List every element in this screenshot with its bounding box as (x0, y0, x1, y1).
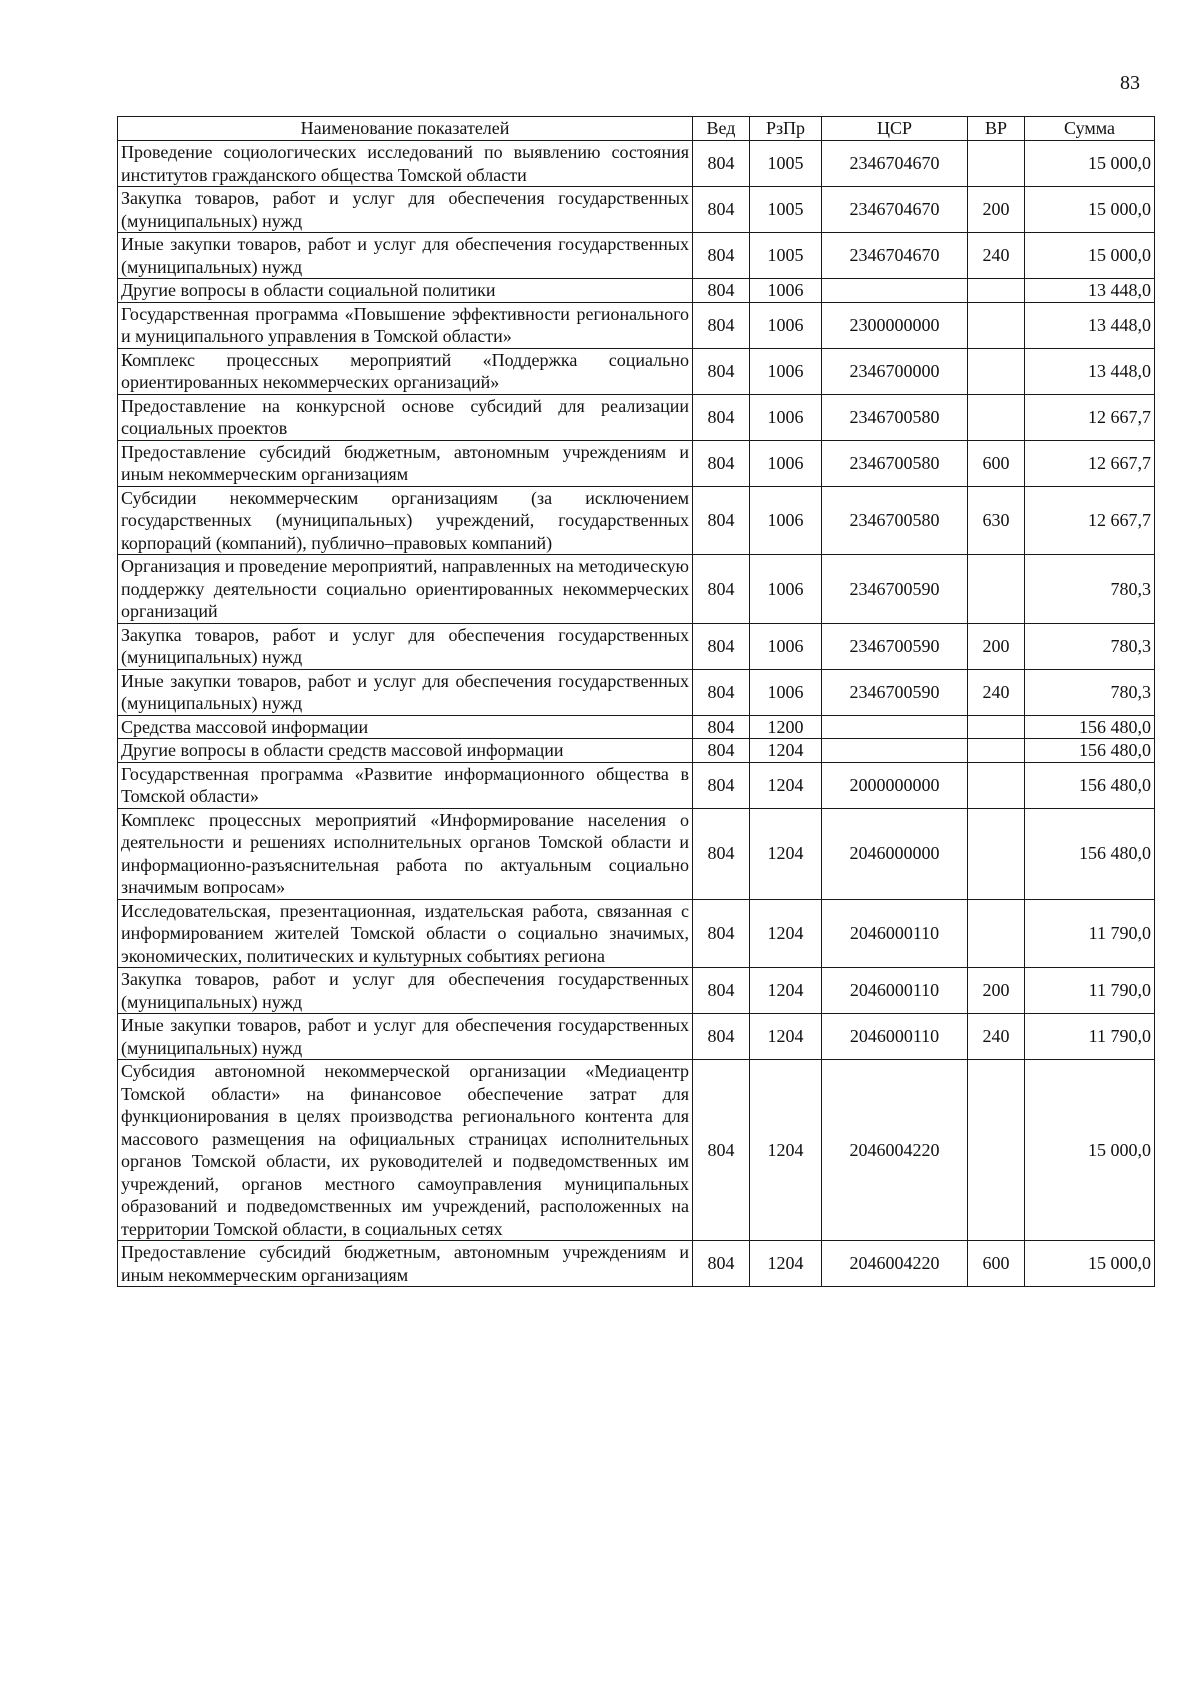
cell-csr (822, 739, 968, 763)
cell-vr: 200 (968, 623, 1025, 669)
cell-sum: 780,3 (1025, 623, 1155, 669)
budget-table (117, 116, 1155, 1287)
table-row (118, 440, 1155, 486)
cell-csr: 2346700000 (822, 348, 968, 394)
cell-csr: 2300000000 (822, 302, 968, 348)
cell-vr (968, 715, 1025, 739)
cell-csr: 2346700580 (822, 440, 968, 486)
cell-vr (968, 279, 1025, 303)
cell-rzpr: 1204 (750, 739, 822, 763)
cell-vr: 240 (968, 1014, 1025, 1060)
header-sum: Сумма (1025, 117, 1155, 141)
cell-rzpr: 1006 (750, 669, 822, 715)
page-number: 83 (1120, 72, 1140, 94)
cell-csr (822, 279, 968, 303)
cell-name: Проведение социологических исследований по выявлению состояния институтов гражданского общества Томской области (118, 141, 693, 187)
cell-name: Предоставление субсидий бюджетным, автономным учреждениям и иным некоммерческим организациям (118, 1241, 693, 1287)
header-rzpr: РзПр (750, 117, 822, 141)
cell-rzpr: 1006 (750, 302, 822, 348)
cell-rzpr: 1204 (750, 1241, 822, 1287)
cell-rzpr: 1200 (750, 715, 822, 739)
cell-ved: 804 (693, 555, 750, 624)
header-name: Наименование показателей (118, 117, 693, 141)
cell-ved: 804 (693, 808, 750, 899)
cell-ved: 804 (693, 394, 750, 440)
cell-ved: 804 (693, 762, 750, 808)
cell-ved: 804 (693, 968, 750, 1014)
cell-sum: 780,3 (1025, 555, 1155, 624)
cell-csr: 2000000000 (822, 762, 968, 808)
cell-ved: 804 (693, 669, 750, 715)
cell-ved: 804 (693, 348, 750, 394)
cell-sum: 13 448,0 (1025, 302, 1155, 348)
cell-name: Государственная программа «Повышение эффективности регионального и муниципального управления в Томской области» (118, 302, 693, 348)
cell-name: Иные закупки товаров, работ и услуг для обеспечения государственных (муниципальных) нужд (118, 669, 693, 715)
cell-rzpr: 1204 (750, 1060, 822, 1241)
cell-csr: 2346704670 (822, 187, 968, 233)
cell-sum: 780,3 (1025, 669, 1155, 715)
table-row (118, 486, 1155, 555)
cell-vr (968, 739, 1025, 763)
table-row (118, 715, 1155, 739)
table-row (118, 233, 1155, 279)
cell-name: Организация и проведение мероприятий, направленных на методическую поддержку деятельности социально ориентированных некоммерческих организаций (118, 555, 693, 624)
cell-csr: 2046000000 (822, 808, 968, 899)
table-row (118, 141, 1155, 187)
cell-csr: 2346704670 (822, 141, 968, 187)
cell-ved: 804 (693, 141, 750, 187)
cell-sum: 15 000,0 (1025, 1241, 1155, 1287)
cell-csr: 2046000110 (822, 968, 968, 1014)
cell-rzpr: 1204 (750, 899, 822, 968)
cell-name: Закупка товаров, работ и услуг для обеспечения государственных (муниципальных) нужд (118, 968, 693, 1014)
cell-vr: 630 (968, 486, 1025, 555)
table-row (118, 1014, 1155, 1060)
cell-sum: 156 480,0 (1025, 739, 1155, 763)
table-row (118, 968, 1155, 1014)
cell-vr: 240 (968, 669, 1025, 715)
table-row (118, 302, 1155, 348)
cell-csr: 2046004220 (822, 1241, 968, 1287)
cell-name: Комплекс процессных мероприятий «Поддержка социально ориентированных некоммерческих организаций» (118, 348, 693, 394)
cell-ved: 804 (693, 1014, 750, 1060)
cell-name: Средства массовой информации (118, 715, 693, 739)
cell-rzpr: 1204 (750, 808, 822, 899)
cell-name: Иные закупки товаров, работ и услуг для обеспечения государственных (муниципальных) нужд (118, 1014, 693, 1060)
cell-name: Другие вопросы в области социальной политики (118, 279, 693, 303)
cell-name: Предоставление на конкурсной основе субсидий для реализации социальных проектов (118, 394, 693, 440)
cell-name: Субсидии некоммерческим организациям (за исключением государственных (муниципальных) учреждений, государственных корпораций (компаний), публично–правовых компаний) (118, 486, 693, 555)
cell-ved: 804 (693, 187, 750, 233)
cell-ved: 804 (693, 302, 750, 348)
cell-ved: 804 (693, 233, 750, 279)
cell-ved: 804 (693, 1241, 750, 1287)
cell-ved: 804 (693, 739, 750, 763)
cell-vr (968, 348, 1025, 394)
cell-sum: 15 000,0 (1025, 233, 1155, 279)
table-header-row (118, 117, 1155, 141)
cell-sum: 13 448,0 (1025, 279, 1155, 303)
cell-csr: 2346700580 (822, 394, 968, 440)
table-row (118, 623, 1155, 669)
cell-rzpr: 1006 (750, 348, 822, 394)
table-row (118, 739, 1155, 763)
cell-ved: 804 (693, 440, 750, 486)
cell-sum: 15 000,0 (1025, 187, 1155, 233)
cell-csr (822, 715, 968, 739)
table-row (118, 669, 1155, 715)
table-row (118, 555, 1155, 624)
cell-rzpr: 1006 (750, 440, 822, 486)
cell-ved: 804 (693, 899, 750, 968)
cell-vr (968, 141, 1025, 187)
cell-ved: 804 (693, 715, 750, 739)
cell-name: Иные закупки товаров, работ и услуг для обеспечения государственных (муниципальных) нужд (118, 233, 693, 279)
cell-csr: 2346700590 (822, 623, 968, 669)
cell-csr: 2046000110 (822, 1014, 968, 1060)
cell-sum: 12 667,7 (1025, 394, 1155, 440)
header-csr: ЦСР (822, 117, 968, 141)
table-row (118, 187, 1155, 233)
header-vr: ВР (968, 117, 1025, 141)
header-ved: Вед (693, 117, 750, 141)
cell-vr: 200 (968, 187, 1025, 233)
cell-rzpr: 1006 (750, 623, 822, 669)
table-row (118, 394, 1155, 440)
cell-rzpr: 1005 (750, 233, 822, 279)
cell-rzpr: 1204 (750, 1014, 822, 1060)
cell-name: Комплекс процессных мероприятий «Информирование населения о деятельности и решениях исполнительных органов Томской области и информационно-разъяснительная работа по актуальным социально значимым вопросам» (118, 808, 693, 899)
cell-sum: 12 667,7 (1025, 440, 1155, 486)
cell-vr (968, 899, 1025, 968)
cell-sum: 15 000,0 (1025, 1060, 1155, 1241)
cell-vr (968, 555, 1025, 624)
cell-name: Исследовательская, презентационная, издательская работа, связанная с информированием жителей Томской области о социально значимых, экономических, политических и культурных событиях региона (118, 899, 693, 968)
table-row (118, 348, 1155, 394)
cell-vr: 600 (968, 1241, 1025, 1287)
cell-csr: 2346700590 (822, 669, 968, 715)
cell-rzpr: 1204 (750, 968, 822, 1014)
cell-csr: 2046000110 (822, 899, 968, 968)
cell-rzpr: 1204 (750, 762, 822, 808)
table-row (118, 279, 1155, 303)
table-row (118, 899, 1155, 968)
cell-rzpr: 1005 (750, 141, 822, 187)
table-row (118, 808, 1155, 899)
cell-sum: 15 000,0 (1025, 141, 1155, 187)
cell-csr: 2046004220 (822, 1060, 968, 1241)
cell-ved: 804 (693, 279, 750, 303)
cell-name: Предоставление субсидий бюджетным, автономным учреждениям и иным некоммерческим организациям (118, 440, 693, 486)
cell-vr (968, 394, 1025, 440)
cell-name: Государственная программа «Развитие информационного общества в Томской области» (118, 762, 693, 808)
cell-vr (968, 762, 1025, 808)
cell-rzpr: 1006 (750, 486, 822, 555)
cell-vr (968, 1060, 1025, 1241)
cell-vr: 240 (968, 233, 1025, 279)
cell-ved: 804 (693, 623, 750, 669)
cell-name: Закупка товаров, работ и услуг для обеспечения государственных (муниципальных) нужд (118, 623, 693, 669)
cell-rzpr: 1006 (750, 394, 822, 440)
cell-ved: 804 (693, 1060, 750, 1241)
table-row (118, 1241, 1155, 1287)
cell-name: Другие вопросы в области средств массовой информации (118, 739, 693, 763)
cell-sum: 156 480,0 (1025, 808, 1155, 899)
cell-name: Субсидия автономной некоммерческой организации «Медиацентр Томской области» на финансовое обеспечение затрат для функционирования в целях производства регионального контента для массового размещения на официальных страницах исполнительных органов Томской области, их руководителей и подведомственных им учреждений, органов местного самоуправления муниципальных образований и подведомственных им учреждений, расположенных на территории Томской области, в социальных сетях (118, 1060, 693, 1241)
cell-vr: 200 (968, 968, 1025, 1014)
cell-rzpr: 1006 (750, 555, 822, 624)
table-row (118, 1060, 1155, 1241)
cell-csr: 2346700580 (822, 486, 968, 555)
cell-vr (968, 302, 1025, 348)
cell-csr: 2346704670 (822, 233, 968, 279)
cell-ved: 804 (693, 486, 750, 555)
cell-csr: 2346700590 (822, 555, 968, 624)
cell-name: Закупка товаров, работ и услуг для обеспечения государственных (муниципальных) нужд (118, 187, 693, 233)
cell-sum: 12 667,7 (1025, 486, 1155, 555)
cell-sum: 11 790,0 (1025, 1014, 1155, 1060)
cell-sum: 156 480,0 (1025, 762, 1155, 808)
cell-vr: 600 (968, 440, 1025, 486)
cell-sum: 156 480,0 (1025, 715, 1155, 739)
cell-sum: 11 790,0 (1025, 899, 1155, 968)
cell-rzpr: 1005 (750, 187, 822, 233)
table-row (118, 762, 1155, 808)
cell-vr (968, 808, 1025, 899)
cell-sum: 11 790,0 (1025, 968, 1155, 1014)
cell-sum: 13 448,0 (1025, 348, 1155, 394)
cell-rzpr: 1006 (750, 279, 822, 303)
